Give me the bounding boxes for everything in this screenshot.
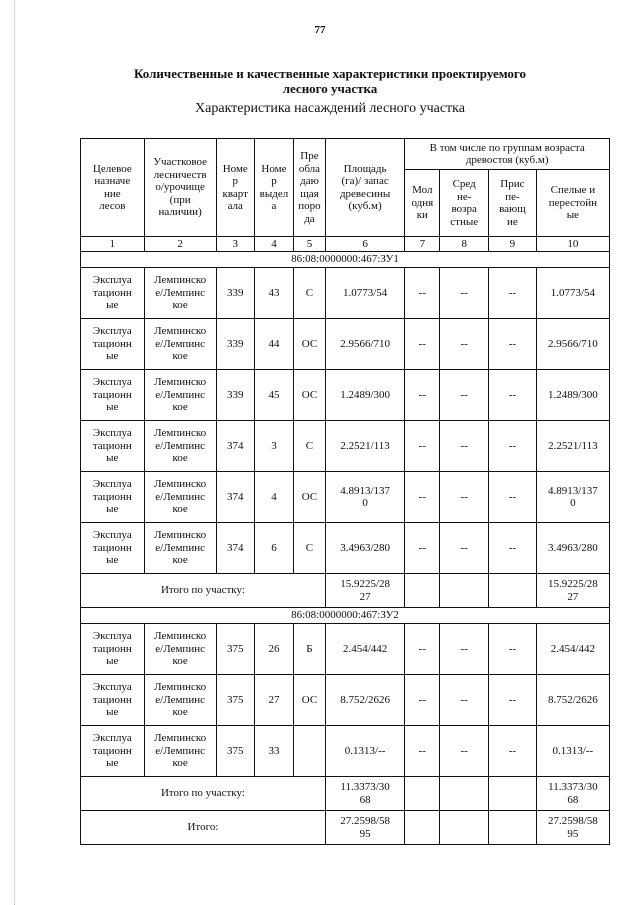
table-row (81, 523, 610, 574)
cell-maturing: -- (489, 726, 537, 777)
cell-allotment: 44 (254, 319, 293, 370)
cell-quarter: 375 (216, 726, 254, 777)
empty-cell (440, 574, 489, 608)
empty-cell (405, 574, 440, 608)
cell-young: -- (405, 268, 440, 319)
cell-mature: 2.454/442 (536, 624, 609, 675)
cell-maturing: -- (489, 268, 537, 319)
header-purpose: Целевое назначе ние лесов (81, 139, 145, 237)
table-row (81, 726, 610, 777)
cell-purpose: Эксплуа тационн ые (81, 624, 145, 675)
header-species: Пре обла даю щая поро да (294, 139, 326, 237)
subtotal-mature: 11.3373/30 68 (536, 777, 609, 811)
cell-forestry: Лемпинско e/Лемпинс кое (144, 319, 216, 370)
header-middle: Сред не- возра стные (440, 170, 489, 237)
cell-mature: 1.2489/300 (536, 370, 609, 421)
cell-mature: 1.0773/54 (536, 268, 609, 319)
section-header-row (81, 252, 610, 268)
cell-forestry: Лемпинско e/Лемпинс кое (144, 523, 216, 574)
column-number: 6 (325, 237, 405, 252)
cell-purpose: Эксплуа тационн ые (81, 472, 145, 523)
cell-area: 8.752/2626 (325, 675, 405, 726)
cell-allotment: 45 (254, 370, 293, 421)
column-number: 1 (81, 237, 145, 252)
cell-mature: 2.2521/113 (536, 421, 609, 472)
cell-purpose: Эксплуа тационн ые (81, 319, 145, 370)
cell-species: ОС (294, 472, 326, 523)
cell-mature: 3.4963/280 (536, 523, 609, 574)
cell-area: 1.0773/54 (325, 268, 405, 319)
cell-maturing: -- (489, 624, 537, 675)
empty-cell (489, 574, 537, 608)
cell-species: С (294, 268, 326, 319)
cell-purpose: Эксплуа тационн ые (81, 421, 145, 472)
column-number: 9 (489, 237, 537, 252)
page-number: 77 (314, 24, 326, 36)
subtotal-row (81, 574, 610, 608)
cell-maturing: -- (489, 370, 537, 421)
empty-cell (440, 777, 489, 811)
cell-quarter: 339 (216, 268, 254, 319)
header-allotment: Номе р выдел а (254, 139, 293, 237)
empty-cell (489, 811, 537, 845)
cell-species: ОС (294, 675, 326, 726)
cell-young: -- (405, 472, 440, 523)
cell-allotment: 33 (254, 726, 293, 777)
header-maturing: Прис пе- вающ ие (489, 170, 537, 237)
cell-allotment: 27 (254, 675, 293, 726)
document-subtitle: Характеристика насаждений лесного участка (195, 101, 465, 116)
empty-cell (405, 777, 440, 811)
cell-area: 3.4963/280 (325, 523, 405, 574)
stands-table (80, 138, 610, 845)
scan-margin-line (14, 0, 35, 905)
cell-forestry: Лемпинско e/Лемпинс кое (144, 421, 216, 472)
cell-middle: -- (440, 726, 489, 777)
cell-species: С (294, 421, 326, 472)
cell-quarter: 339 (216, 319, 254, 370)
total-row (81, 811, 610, 845)
section-header-row (81, 608, 610, 624)
cell-forestry: Лемпинско e/Лемпинс кое (144, 268, 216, 319)
table-row (81, 370, 610, 421)
cell-young: -- (405, 370, 440, 421)
cell-forestry: Лемпинско e/Лемпинс кое (144, 370, 216, 421)
cell-quarter: 339 (216, 370, 254, 421)
cell-maturing: -- (489, 675, 537, 726)
cell-middle: -- (440, 472, 489, 523)
table-row (81, 675, 610, 726)
header-forestry: Участковое лесничеств о/урочище (при наличии) (144, 139, 216, 237)
cell-quarter: 375 (216, 675, 254, 726)
section-cadastral-number: 86:08:0000000:467:ЗУ2 (81, 608, 610, 624)
subtotal-row (81, 777, 610, 811)
cell-middle: -- (440, 675, 489, 726)
cell-young: -- (405, 675, 440, 726)
cell-maturing: -- (489, 472, 537, 523)
header-young: Мол одня ки (405, 170, 440, 237)
cell-area: 2.2521/113 (325, 421, 405, 472)
subtotal-area: 11.3373/30 68 (325, 777, 405, 811)
cell-area: 4.8913/137 0 (325, 472, 405, 523)
cell-quarter: 374 (216, 472, 254, 523)
cell-maturing: -- (489, 523, 537, 574)
cell-young: -- (405, 523, 440, 574)
subtotal-area: 15.9225/28 27 (325, 574, 405, 608)
column-number: 4 (254, 237, 293, 252)
header-area: Площадь (га)/ запас древесины (куб.м) (325, 139, 405, 237)
cell-allotment: 4 (254, 472, 293, 523)
cell-forestry: Лемпинско e/Лемпинс кое (144, 624, 216, 675)
total-mature: 27.2598/58 95 (536, 811, 609, 845)
cell-species (294, 726, 326, 777)
empty-cell (440, 811, 489, 845)
cell-allotment: 3 (254, 421, 293, 472)
cell-mature: 2.9566/710 (536, 319, 609, 370)
table-row (81, 472, 610, 523)
section-cadastral-number: 86:08:0000000:467:ЗУ1 (81, 252, 610, 268)
column-number-row (81, 237, 610, 252)
cell-young: -- (405, 726, 440, 777)
cell-quarter: 374 (216, 523, 254, 574)
cell-purpose: Эксплуа тационн ые (81, 675, 145, 726)
cell-middle: -- (440, 523, 489, 574)
cell-maturing: -- (489, 319, 537, 370)
column-number: 5 (294, 237, 326, 252)
subtotal-label: Итого по участку: (81, 574, 326, 608)
cell-area: 2.9566/710 (325, 319, 405, 370)
cell-forestry: Лемпинско e/Лемпинс кое (144, 472, 216, 523)
header-row (81, 139, 610, 170)
column-number: 2 (144, 237, 216, 252)
cell-young: -- (405, 624, 440, 675)
column-number: 8 (440, 237, 489, 252)
table-body (81, 252, 610, 845)
cell-middle: -- (440, 268, 489, 319)
subtotal-label: Итого по участку: (81, 777, 326, 811)
cell-mature: 4.8913/137 0 (536, 472, 609, 523)
cell-mature: 8.752/2626 (536, 675, 609, 726)
total-area: 27.2598/58 95 (325, 811, 405, 845)
header-quarter: Номе р кварт ала (216, 139, 254, 237)
column-number: 7 (405, 237, 440, 252)
cell-mature: 0.1313/-- (536, 726, 609, 777)
cell-purpose: Эксплуа тационн ые (81, 726, 145, 777)
cell-purpose: Эксплуа тационн ые (81, 523, 145, 574)
cell-area: 2.454/442 (325, 624, 405, 675)
cell-allotment: 6 (254, 523, 293, 574)
empty-cell (405, 811, 440, 845)
cell-young: -- (405, 319, 440, 370)
cell-middle: -- (440, 370, 489, 421)
cell-species: Б (294, 624, 326, 675)
table-row (81, 268, 610, 319)
cell-species: С (294, 523, 326, 574)
cell-area: 0.1313/-- (325, 726, 405, 777)
cell-quarter: 374 (216, 421, 254, 472)
cell-forestry: Лемпинско e/Лемпинс кое (144, 726, 216, 777)
cell-purpose: Эксплуа тационн ые (81, 268, 145, 319)
total-label: Итого: (81, 811, 326, 845)
table-row (81, 319, 610, 370)
cell-species: ОС (294, 370, 326, 421)
cell-allotment: 26 (254, 624, 293, 675)
header-mature: Спелые и перестойн ые (536, 170, 609, 237)
cell-young: -- (405, 421, 440, 472)
cell-allotment: 43 (254, 268, 293, 319)
column-number: 10 (536, 237, 609, 252)
cell-maturing: -- (489, 421, 537, 472)
cell-area: 1.2489/300 (325, 370, 405, 421)
column-number: 3 (216, 237, 254, 252)
header-age-group: В том числе по группам возраста древостоя (куб.м) (405, 139, 610, 170)
cell-quarter: 375 (216, 624, 254, 675)
cell-species: ОС (294, 319, 326, 370)
cell-middle: -- (440, 319, 489, 370)
cell-purpose: Эксплуа тационн ые (81, 370, 145, 421)
cell-middle: -- (440, 421, 489, 472)
cell-forestry: Лемпинско e/Лемпинс кое (144, 675, 216, 726)
subtotal-mature: 15.9225/28 27 (536, 574, 609, 608)
document-title: Количественные и качественные характеристики проектируемого лесного участка (134, 66, 526, 96)
table-row (81, 624, 610, 675)
table-row (81, 421, 610, 472)
empty-cell (489, 777, 537, 811)
cell-middle: -- (440, 624, 489, 675)
